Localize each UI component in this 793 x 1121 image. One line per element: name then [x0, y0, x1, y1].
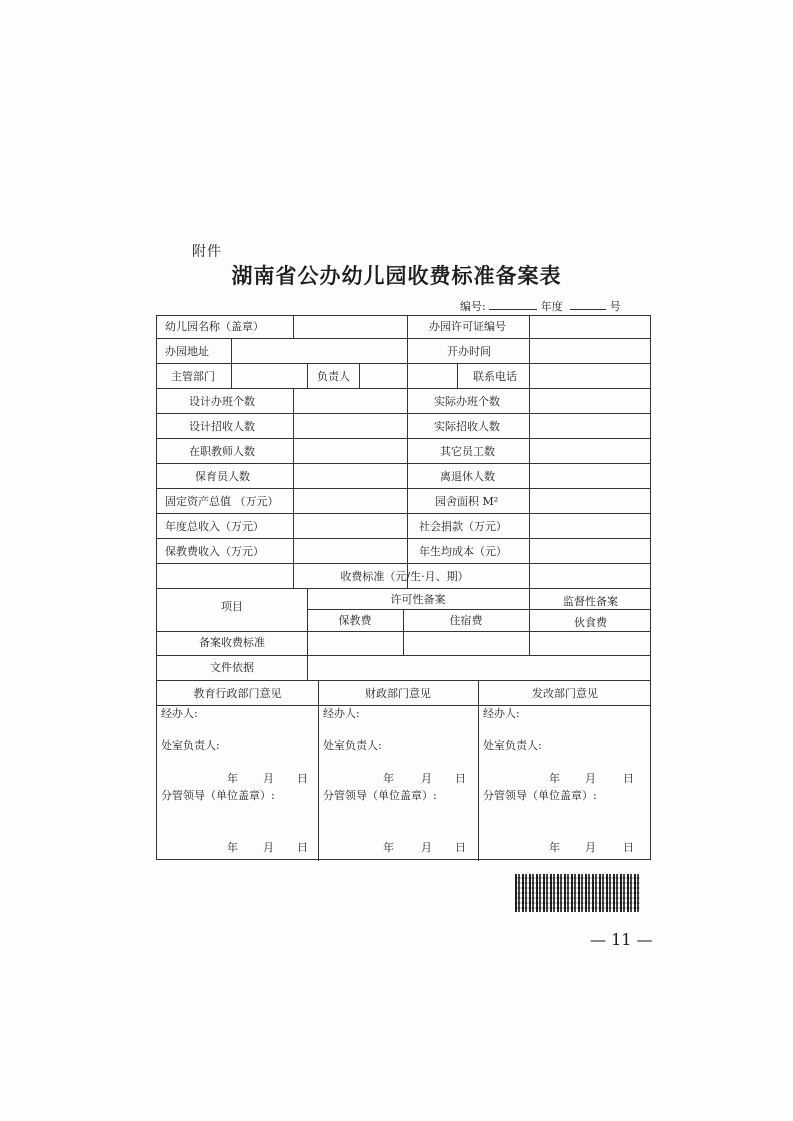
- responsible-person-label: 负责人: [317, 370, 350, 383]
- reform-dept-opinion: 发改部门意见: [532, 687, 598, 700]
- per-student-cost-label: 年生均成本（元）: [419, 545, 507, 558]
- rule: [231, 338, 232, 363]
- rule: [157, 588, 650, 589]
- rule: [529, 316, 530, 588]
- address-label: 办园地址: [165, 345, 209, 358]
- fixed-assets-label: 固定资产总值 （万元）: [165, 495, 279, 508]
- rule: [157, 488, 650, 489]
- boarding-fee-header: 住宿费: [449, 614, 483, 627]
- finance-dept-opinion: 财政部门意见: [365, 687, 431, 700]
- date-year: 年: [549, 772, 560, 785]
- kindergarten-name-label: 幼儿园名称（盖章）: [165, 320, 264, 333]
- rule: [157, 438, 650, 439]
- leader-label: 分管领导（单位盖章）:: [161, 789, 275, 802]
- date-month: 月: [263, 841, 274, 854]
- rule: [157, 463, 650, 464]
- date-year: 年: [227, 841, 238, 854]
- rule: [478, 680, 479, 861]
- filing-form: [156, 315, 651, 860]
- rule: [307, 363, 308, 388]
- office-head-label: 处室负责人:: [161, 739, 220, 752]
- rule: [157, 538, 650, 539]
- date-day: 日: [623, 772, 634, 785]
- date-month: 月: [421, 772, 432, 785]
- rule: [157, 705, 650, 706]
- attachment-label: 附件: [192, 244, 222, 260]
- actual-classes-label: 实际办班个数: [434, 395, 500, 408]
- rule: [318, 680, 319, 861]
- office-head-label: 处室负责人:: [323, 739, 382, 752]
- date-year: 年: [549, 841, 560, 854]
- rule: [457, 363, 458, 388]
- rule: [293, 388, 294, 588]
- date-month: 月: [585, 841, 596, 854]
- serial-label: 编号:: [460, 300, 486, 313]
- rule: [407, 316, 408, 388]
- actual-enrollment-label: 实际招收人数: [434, 420, 500, 433]
- rule: [359, 363, 360, 388]
- date-year: 年: [383, 772, 394, 785]
- serial-year-blank[interactable]: [489, 299, 537, 310]
- serial-no-blank[interactable]: [570, 299, 606, 310]
- building-area-label: 园舍面积 M²: [435, 495, 499, 508]
- leader-label: 分管领导（单位盖章）:: [483, 789, 597, 802]
- rule: [157, 680, 650, 681]
- designed-enrollment-label: 设计招收人数: [189, 420, 255, 433]
- office-head-label: 处室负责人:: [483, 739, 542, 752]
- date-day: 日: [455, 841, 466, 854]
- document-basis-label: 文件依据: [210, 661, 254, 674]
- supervise-filing-header: 监督性备案: [563, 595, 618, 608]
- date-month: 月: [421, 841, 432, 854]
- teachers-label: 在职教师人数: [189, 445, 255, 458]
- handler-label: 经办人:: [483, 707, 520, 720]
- total-income-label: 年度总收入（万元）: [165, 520, 264, 533]
- fee-standard-title: 收费标准（元/生·月、期）: [340, 570, 469, 583]
- supervisor-dept-label: 主管部门: [171, 370, 215, 383]
- item-header: 项目: [221, 600, 243, 613]
- serial-number: [460, 298, 621, 314]
- page-number: — 11 —: [590, 930, 653, 949]
- phone-label: 联系电话: [473, 370, 517, 383]
- license-number-label: 办园许可证编号: [429, 320, 506, 333]
- barcode-stamp: [515, 874, 640, 912]
- serial-no-suffix: 号: [609, 300, 621, 313]
- designed-classes-label: 设计办班个数: [189, 395, 255, 408]
- date-day: 日: [297, 841, 308, 854]
- date-year: 年: [383, 841, 394, 854]
- date-year: 年: [227, 772, 238, 785]
- form-title: 湖南省公办幼儿园收费标准备案表: [231, 263, 562, 288]
- rule: [157, 513, 650, 514]
- rule: [157, 655, 650, 656]
- rule: [231, 363, 232, 388]
- other-staff-label: 其它员工数: [440, 445, 495, 458]
- tuition-income-label: 保教费收入（万元）: [165, 545, 264, 558]
- rule: [157, 563, 650, 564]
- date-day: 日: [297, 772, 308, 785]
- date-day: 日: [455, 772, 466, 785]
- serial-year-suffix: 年度: [540, 300, 563, 313]
- education-dept-opinion: 教育行政部门意见: [193, 687, 282, 700]
- retirees-label: 离退休人数: [440, 470, 495, 483]
- tuition-fee-header: 保教费: [338, 614, 372, 627]
- permit-filing-header: 许可性备案: [390, 593, 446, 606]
- meal-fee-header: 伙食费: [574, 616, 607, 629]
- rule: [407, 388, 408, 588]
- date-month: 月: [585, 772, 596, 785]
- leader-label: 分管领导（单位盖章）:: [323, 789, 437, 802]
- date-day: 日: [623, 841, 634, 854]
- date-month: 月: [263, 772, 274, 785]
- handler-label: 经办人:: [161, 707, 198, 720]
- nursery-staff-label: 保育员人数: [195, 470, 250, 483]
- handler-label: 经办人:: [323, 707, 360, 720]
- rule: [157, 413, 650, 414]
- opening-date-label: 开办时间: [447, 345, 491, 358]
- rule: [293, 316, 294, 338]
- rule: [307, 609, 650, 610]
- filed-standard-label: 备案收费标准: [199, 636, 265, 649]
- rule: [157, 388, 650, 389]
- donations-label: 社会捐款（万元）: [419, 520, 507, 533]
